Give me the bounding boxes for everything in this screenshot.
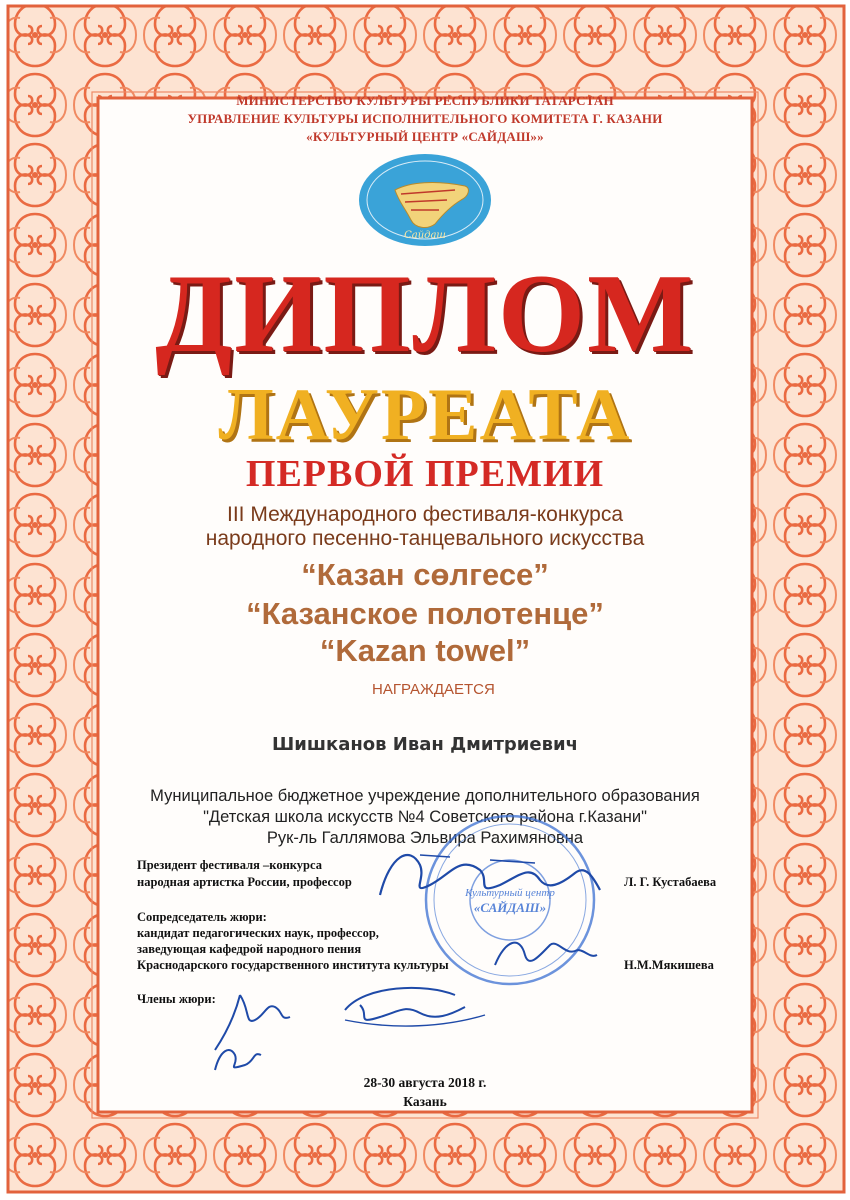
event-date: 28-30 августа 2018 г. bbox=[363, 1075, 487, 1090]
cochair-name: Н.М.Мякишева bbox=[624, 958, 714, 972]
jury-members-label: Члены жюри: bbox=[137, 992, 216, 1006]
president-name: Л. Г. Кустабаева bbox=[624, 875, 717, 889]
svg-text:«САЙДАШ»: «САЙДАШ» bbox=[473, 900, 547, 915]
cochair-title-3: Краснодарского государственного института культуры bbox=[137, 958, 449, 972]
awarded-label: НАГРАЖДАЕТСЯ bbox=[372, 681, 495, 698]
ministry-line: МИНИСТЕРСТВО КУЛЬТУРЫ РЕСПУБЛИКИ ТАТАРСТАН bbox=[236, 93, 614, 108]
president-signature bbox=[360, 835, 610, 915]
svg-text:Культурный центр: Культурный центр bbox=[465, 887, 555, 899]
cochair-title-1: кандидат педагогических наук, профессор, bbox=[137, 926, 379, 940]
laureate-subtitle: ЛАУРЕАТА bbox=[218, 374, 632, 456]
institution-line-1: Муниципальное бюджетное учреждение дополнительного образования bbox=[150, 787, 700, 805]
president-title-1: Президент фестиваля –конкурса bbox=[137, 858, 322, 872]
jury-members-signatures bbox=[195, 975, 515, 1075]
festival-name-russian: “Казанское полотенце” bbox=[246, 596, 604, 631]
festival-line-2: народного песенно-танцевального искусства bbox=[205, 527, 645, 550]
leader-line: Рук-ль Галлямова Эльвира Рахимяновна bbox=[266, 829, 584, 847]
festival-name-tatar: “Казан сөлгесе” bbox=[301, 557, 549, 592]
recipient-name: Шишканов Иван Дмитриевич bbox=[272, 734, 578, 755]
festival-name-english: “Kazan towel” bbox=[319, 633, 531, 668]
diploma-title: ДИПЛОМ bbox=[155, 252, 695, 376]
first-prize-heading: ПЕРВОЙ ПРЕМИИ bbox=[245, 453, 605, 495]
festival-logo bbox=[355, 150, 495, 250]
cochair-title-2: заведующая кафедрой народного пения bbox=[137, 942, 362, 956]
cochair-label: Сопредседатель жюри: bbox=[137, 910, 267, 924]
president-title-2: народная артистка России, профессор bbox=[137, 875, 352, 889]
event-city: Казань bbox=[403, 1094, 447, 1109]
festival-line-1: III Международного фестиваля-конкурса bbox=[227, 503, 623, 526]
svg-text:Сайдаш: Сайдаш bbox=[404, 230, 446, 241]
cultural-center-line: «КУЛЬТУРНЫЙ ЦЕНТР «САЙДАШ»» bbox=[306, 129, 544, 144]
department-line: УПРАВЛЕНИЕ КУЛЬТУРЫ ИСПОЛНИТЕЛЬНОГО КОМИТЕТА Г. КАЗАНИ bbox=[187, 111, 663, 126]
institution-line-2: "Детская школа искусств №4 Советского района г.Казани" bbox=[203, 808, 647, 826]
